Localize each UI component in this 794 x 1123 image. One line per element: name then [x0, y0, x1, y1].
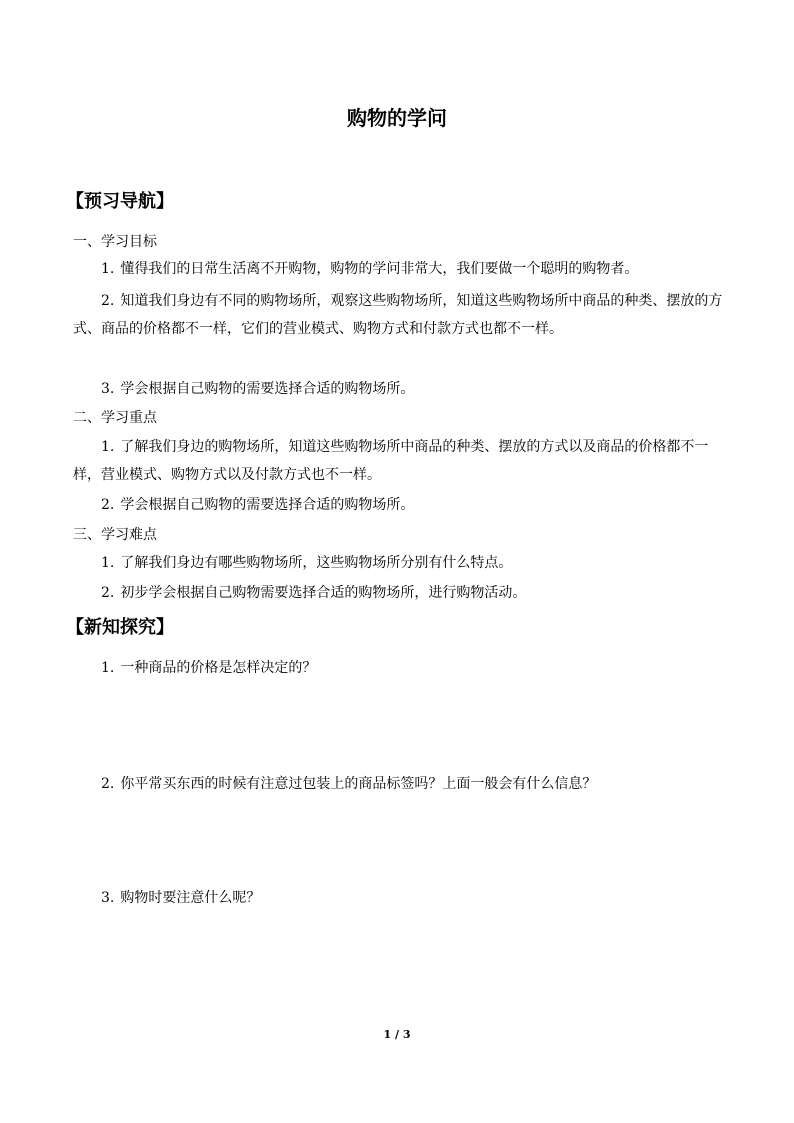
key-point-item: 2. 学会根据自己购物的需要选择合适的购物场所。 — [101, 497, 415, 513]
difficulty-item: 1. 了解我们身边有哪些购物场所，这些购物场所分别有什么特点。 — [101, 555, 513, 571]
preview-heading: 【预习导航】 — [66, 191, 174, 212]
explore-heading: 【新知探究】 — [66, 617, 174, 638]
key-points-heading: 二、学习重点 — [73, 410, 157, 426]
key-point-item: 1. 了解我们身边的购物场所，知道这些购物场所中商品的种类、摆放的方式以及商品的价格都不一样，营业模式、购物方式以及付款方式也不一样。 — [73, 439, 709, 483]
page-number: 1 / 3 — [383, 1028, 411, 1041]
question-item: 3. 购物时要注意什么呢？ — [101, 890, 261, 906]
objectives-heading: 一、学习目标 — [73, 234, 157, 250]
page-title: 购物的学问 — [347, 106, 447, 130]
question-item: 2. 你平常买东西的时候有注意过包装上的商品标签吗？上面一般会有什么信息？ — [101, 776, 597, 792]
objective-item: 3. 学会根据自己购物的需要选择合适的购物场所。 — [101, 381, 415, 397]
objective-item: 1. 懂得我们的日常生活离不开购物，购物的学问非常大，我们要做一个聪明的购物者。 — [101, 261, 639, 277]
difficulties-heading: 三、学习难点 — [73, 527, 157, 543]
objective-item: 2. 知道我们身边有不同的购物场所，观察这些购物场所，知道这些购物场所中商品的种类、摆放的方式、商品的价格都不一样，它们的营业模式、购物方式和付款方式也都不一样。 — [73, 293, 723, 337]
difficulty-item: 2. 初步学会根据自己购物需要选择合适的购物场所，进行购物活动。 — [101, 585, 527, 601]
question-item: 1. 一种商品的价格是怎样决定的？ — [101, 660, 317, 676]
